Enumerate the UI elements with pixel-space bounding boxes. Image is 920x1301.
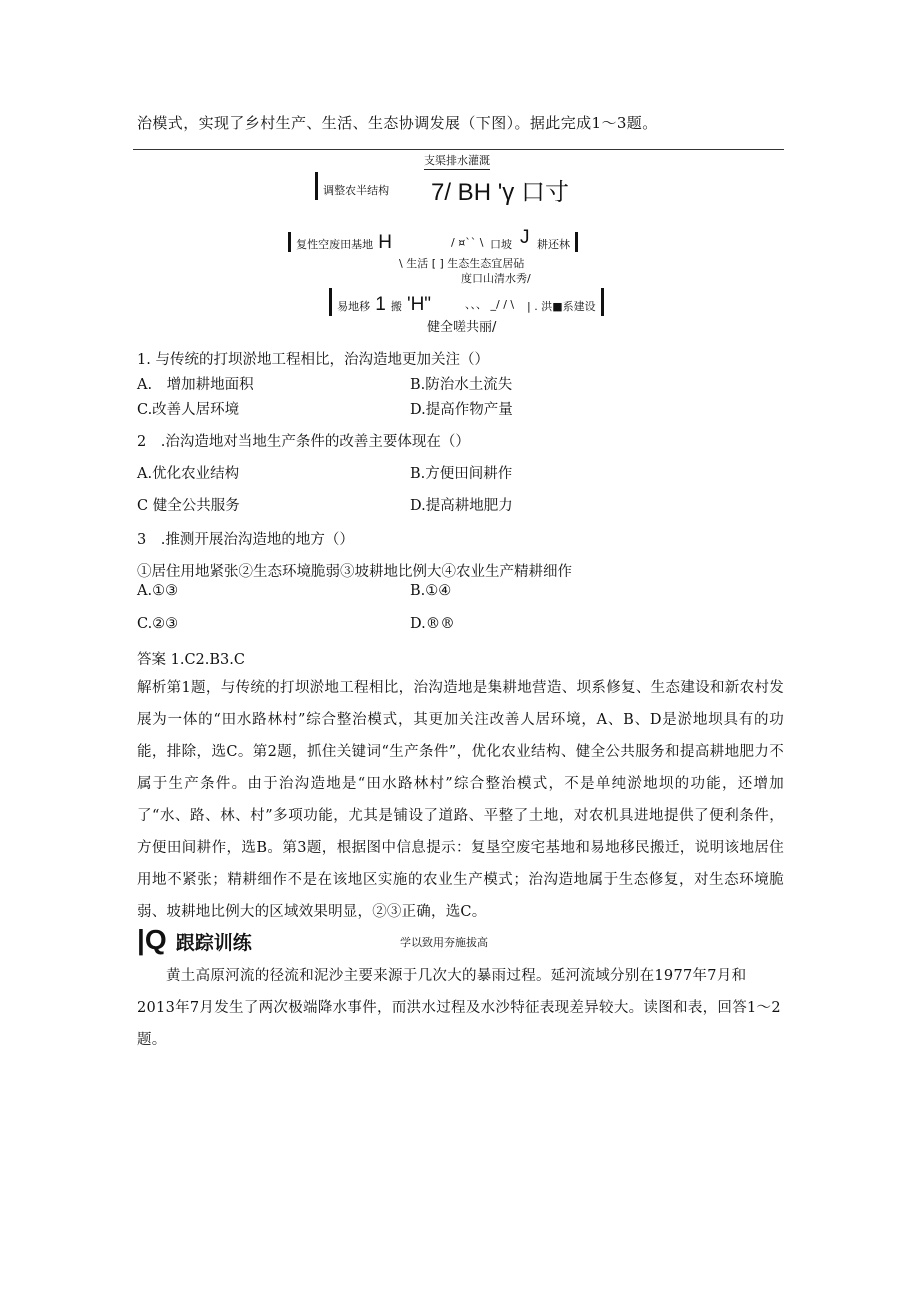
diagram-row3-one: 1	[375, 294, 386, 315]
question-2-option-a: A.优化农业结构	[137, 466, 240, 482]
bar-mark	[601, 288, 604, 316]
diagram-row2-right	[537, 232, 578, 252]
question-3-option-c: C.②③	[137, 616, 179, 632]
diagram-row3-dots: 、、、 _/ / \	[465, 298, 515, 311]
diagram-row3-right-label: | . 洪■系建设	[527, 300, 596, 313]
question-3-stem: 3 .推测开展治沟造地的地方（）	[137, 532, 354, 548]
diagram-row2-left-big: H	[378, 232, 392, 253]
question-1-stem: 1. 与传统的打坝淤地工程相比，治沟造地更加关注（）	[137, 352, 489, 368]
bar-mark	[315, 172, 318, 200]
diagram-row2-j: J	[520, 227, 530, 248]
diagram-row2-mid: / ¤`` \	[451, 236, 484, 249]
question-2-option-b: B.方便田间耕作	[410, 466, 513, 482]
diagram-row2-left	[288, 232, 392, 254]
bar-mark	[575, 232, 578, 252]
diagram-row3-h: 'H"	[406, 294, 432, 315]
diagram-row2b: \ 生活 [ ] 生态生态宜居砧	[399, 257, 525, 270]
diagram-row2c: 度口山清水秀/	[461, 272, 531, 285]
question-2-option-c: C 健全公共服务	[137, 498, 240, 514]
diagram-bottom-label: 健全嗟共丽/	[427, 320, 497, 335]
section-title: 跟踪训练	[175, 932, 252, 954]
section-header	[137, 924, 252, 956]
diagram-row1-left-label: 调整农半结构	[323, 184, 390, 197]
question-3-statements: ①居住用地紧张②生态环境脆弱③坡耕地比例大④农业生产精耕细作	[137, 564, 572, 580]
question-3-option-a: A.①③	[137, 583, 179, 599]
diagram-row3-left	[329, 288, 431, 316]
diagram-row3-left-label: 易地移	[337, 300, 371, 313]
bar-mark	[288, 232, 291, 252]
intro-paragraph: 黄土高原河流的径流和泥沙主要来源于几次大的暴雨过程。延河流域分别在1977年7月和2013年7月发生了两次极端降水事件，而洪水过程及水沙特征表现差异较大。读图和表，回答1～2题。	[137, 968, 781, 1048]
question-3-option-b: B.①④	[410, 583, 452, 599]
question-1-option-c: C.改善人居环境	[137, 402, 240, 418]
diagram-row2-left-label: 复性空废田基地	[296, 238, 374, 251]
diagram-row3-mid: 搬	[390, 300, 402, 313]
explanation-text: 解析第1题，与传统的打坝淤地工程相比，治沟造地是集耕地营造、坝系修复、生态建设和新农村发展为一体的“田水路林村”综合整治模式，其更加关注改善人居环境，A、B、D是淤地坝具有的功能，排除，选C。第2题，抓住关键词“生产条件”，优化农业结构、健全公共服务和提高耕地肥力不属于生产条件。由于治沟造地是“田水路林村”综合整治模式，不是单纯淤地坝的功能，还增加了“水、路、林、村”多项功能，尤其是铺设了道路、平整了土地，对农机具进地提供了便利条件，方便田间耕作，选B。第3题，根据图中信息提示：复垦空废宅基地和易地移民搬迁，说明该地居住用地不紧张；精耕细作不是在该地区实施的农业生产模式；治沟造地属于生态修复，对生态环境脆弱、坡耕地比例大的区域效果明显，②③正确，选C。	[137, 680, 784, 920]
answer-line: 答案 1.C2.B3.C	[137, 652, 245, 668]
diagram-row1-right: 7/ BH 'γ 口寸	[431, 179, 569, 206]
question-2-stem: 2 .治沟造地对当地生产条件的改善主要体现在（）	[137, 434, 470, 450]
diagram-row2-mid2: 口坡	[490, 238, 512, 251]
diagram-top-label: 支渠排水灌溉	[424, 152, 490, 170]
diagram-row2-right-label: 耕还林	[537, 238, 570, 251]
question-2-option-d: D.提高耕地肥力	[410, 498, 513, 514]
intro-text: 治模式，实现了乡村生产、生活、生态协调发展（下图）。据此完成1～3题。	[137, 114, 658, 132]
question-1-option-d: D.提高作物产量	[410, 402, 513, 418]
section-q-icon: |Q	[137, 924, 167, 955]
question-1-option-b: B.防治水土流失	[410, 377, 513, 393]
diagram-row1-left	[315, 172, 389, 200]
question-3-option-d: D.®®	[410, 616, 455, 632]
section-subtitle: 学以致用夯施拔高	[400, 936, 488, 949]
diagram-row3-right	[527, 288, 604, 316]
question-1-option-a: A. 增加耕地面积	[137, 377, 254, 393]
diagram	[133, 150, 784, 335]
bar-mark	[329, 288, 332, 316]
